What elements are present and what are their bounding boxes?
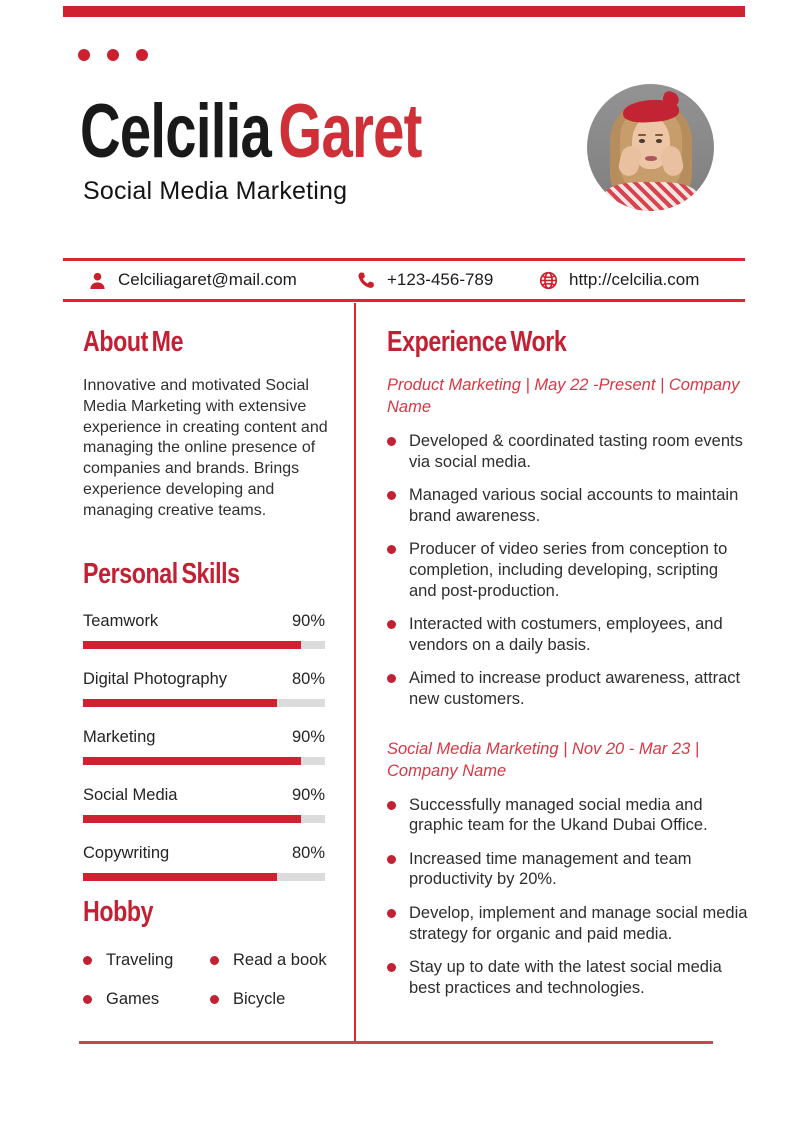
hobby-label: Read a book <box>233 951 327 969</box>
user-icon <box>88 271 107 290</box>
skill-bar-fill <box>83 757 301 765</box>
skill-bar-track <box>83 815 325 823</box>
job-bullet-text: Aimed to increase product awareness, attract new customers. <box>409 669 741 708</box>
job-bullet <box>387 614 749 655</box>
contact-phone-text: +123-456-789 <box>387 270 494 289</box>
photo-eye <box>639 139 645 143</box>
skill-row <box>83 612 325 649</box>
skill-label: Marketing <box>83 728 156 746</box>
bullet-dot <box>387 437 396 446</box>
skill-percent: 80% <box>291 844 325 862</box>
skill-head <box>83 612 325 631</box>
skill-row <box>83 670 325 707</box>
hobby-title: Hobby <box>83 896 154 928</box>
photo-shirt <box>605 182 697 211</box>
bullet-dot <box>210 995 219 1004</box>
job-bullet <box>387 485 749 526</box>
skills-title: Personal Skills <box>83 558 240 590</box>
skill-bar-track <box>83 757 325 765</box>
profile-photo <box>587 84 714 211</box>
section-experience <box>387 326 749 998</box>
person-name <box>80 89 422 174</box>
job-entry <box>387 738 749 999</box>
job-bullet-text: Managed various social accounts to maintain brand awareness. <box>409 486 739 525</box>
contact-email[interactable] <box>88 261 297 299</box>
top-accent-bar <box>63 6 745 17</box>
job-list <box>387 374 749 998</box>
skill-label: Social Media <box>83 786 178 804</box>
bullet-dot <box>387 801 396 810</box>
skill-row <box>83 844 325 881</box>
photo-lips <box>645 156 657 161</box>
job-bullet-text: Producer of video series from conception to completion, including developing, scripting and post-production. <box>409 540 728 600</box>
skill-head <box>83 728 325 747</box>
last-name: Garet <box>278 89 422 174</box>
skill-head <box>83 844 325 863</box>
job-bullet-text: Developed & coordinated tasting room events via social media. <box>409 432 743 471</box>
job-meta: Product Marketing | May 22 -Present | Company Name <box>387 376 740 416</box>
bullet-dot <box>387 491 396 500</box>
hobby-list <box>83 951 345 1009</box>
bullet-dot <box>387 855 396 864</box>
bullet-dot <box>210 956 219 965</box>
skill-percent: 90% <box>291 728 325 746</box>
job-bullet <box>387 539 749 601</box>
decoration-dots <box>78 49 148 61</box>
job-bullet <box>387 795 749 836</box>
contact-website-text: http://celcilia.com <box>569 270 700 289</box>
job-entry <box>387 374 749 710</box>
first-name: Celcilia <box>80 89 272 174</box>
section-hobby <box>83 896 345 1009</box>
job-bullet-text: Increased time management and team productivity by 20%. <box>409 849 692 889</box>
bullet-dot <box>387 674 396 683</box>
red-dot <box>136 49 148 61</box>
hobby-label: Bicycle <box>233 990 286 1008</box>
skill-bar-fill <box>83 641 301 649</box>
section-skills <box>83 558 325 881</box>
red-dot <box>78 49 90 61</box>
skill-percent: 80% <box>291 670 325 688</box>
job-bullet-text: Stay up to date with the latest social media best practices and technologies. <box>409 958 722 997</box>
photo-brow <box>655 134 663 136</box>
red-dot <box>107 49 119 61</box>
skill-bar-fill <box>83 699 277 707</box>
bullet-dot <box>387 620 396 629</box>
phone-icon <box>357 271 376 290</box>
contact-email-text: Celciliagaret@mail.com <box>118 270 297 289</box>
skill-label: Copywriting <box>83 844 170 862</box>
job-bullet <box>387 849 749 890</box>
contact-phone[interactable] <box>357 261 493 299</box>
skill-row <box>83 728 325 765</box>
skill-percent: 90% <box>291 786 325 804</box>
job-bullet <box>387 431 749 472</box>
bullet-dot <box>83 995 92 1004</box>
skill-bar-track <box>83 641 325 649</box>
skill-list <box>83 612 325 881</box>
experience-title: Experience Work <box>387 326 567 358</box>
bullet-dot <box>387 545 396 554</box>
job-bullet-text: Interacted with costumers, employees, and vendors on a daily basis. <box>409 615 723 654</box>
skill-percent: 90% <box>291 612 325 630</box>
job-bullet <box>387 903 749 944</box>
job-bullet <box>387 957 749 998</box>
contact-bar <box>63 258 745 302</box>
photo-brow <box>638 134 646 136</box>
hobby-item <box>83 951 210 970</box>
job-bullet-text: Successfully managed social media and graphic team for the Ukand Dubai Office. <box>409 795 708 835</box>
bullet-dot <box>387 909 396 918</box>
skill-label: Teamwork <box>83 612 159 630</box>
skill-bar-track <box>83 873 325 881</box>
skill-bar-track <box>83 699 325 707</box>
job-title: Social Media Marketing <box>83 177 348 205</box>
skill-bar-fill <box>83 815 301 823</box>
photo-eye <box>656 139 662 143</box>
job-bullet-text: Develop, implement and manage social media strategy for organic and paid media. <box>409 903 748 943</box>
column-divider <box>354 303 356 1043</box>
skill-label: Digital Photography <box>83 670 228 688</box>
section-about <box>83 326 333 522</box>
globe-icon <box>539 271 558 290</box>
about-title: About Me <box>83 326 184 358</box>
skill-row <box>83 786 325 823</box>
bullet-dot <box>387 963 396 972</box>
hobby-label: Traveling <box>106 951 174 969</box>
hobby-item <box>83 990 210 1009</box>
job-bullet <box>387 668 749 709</box>
skill-head <box>83 670 325 689</box>
skill-head <box>83 786 325 805</box>
contact-website[interactable] <box>539 261 699 299</box>
hobby-item <box>210 990 345 1009</box>
job-meta: Social Media Marketing | Nov 20 - Mar 23 | Company Name <box>387 739 700 780</box>
hobby-label: Games <box>106 990 160 1008</box>
bottom-accent-line <box>79 1041 713 1044</box>
hobby-item <box>210 951 345 970</box>
skill-bar-fill <box>83 873 277 881</box>
about-text: Innovative and motivated Social Media Marketing with extensive experience in creating content and managing the online presence of companies and brands. Brings experience developing and managing creative teams. <box>83 377 328 519</box>
bullet-dot <box>83 956 92 965</box>
